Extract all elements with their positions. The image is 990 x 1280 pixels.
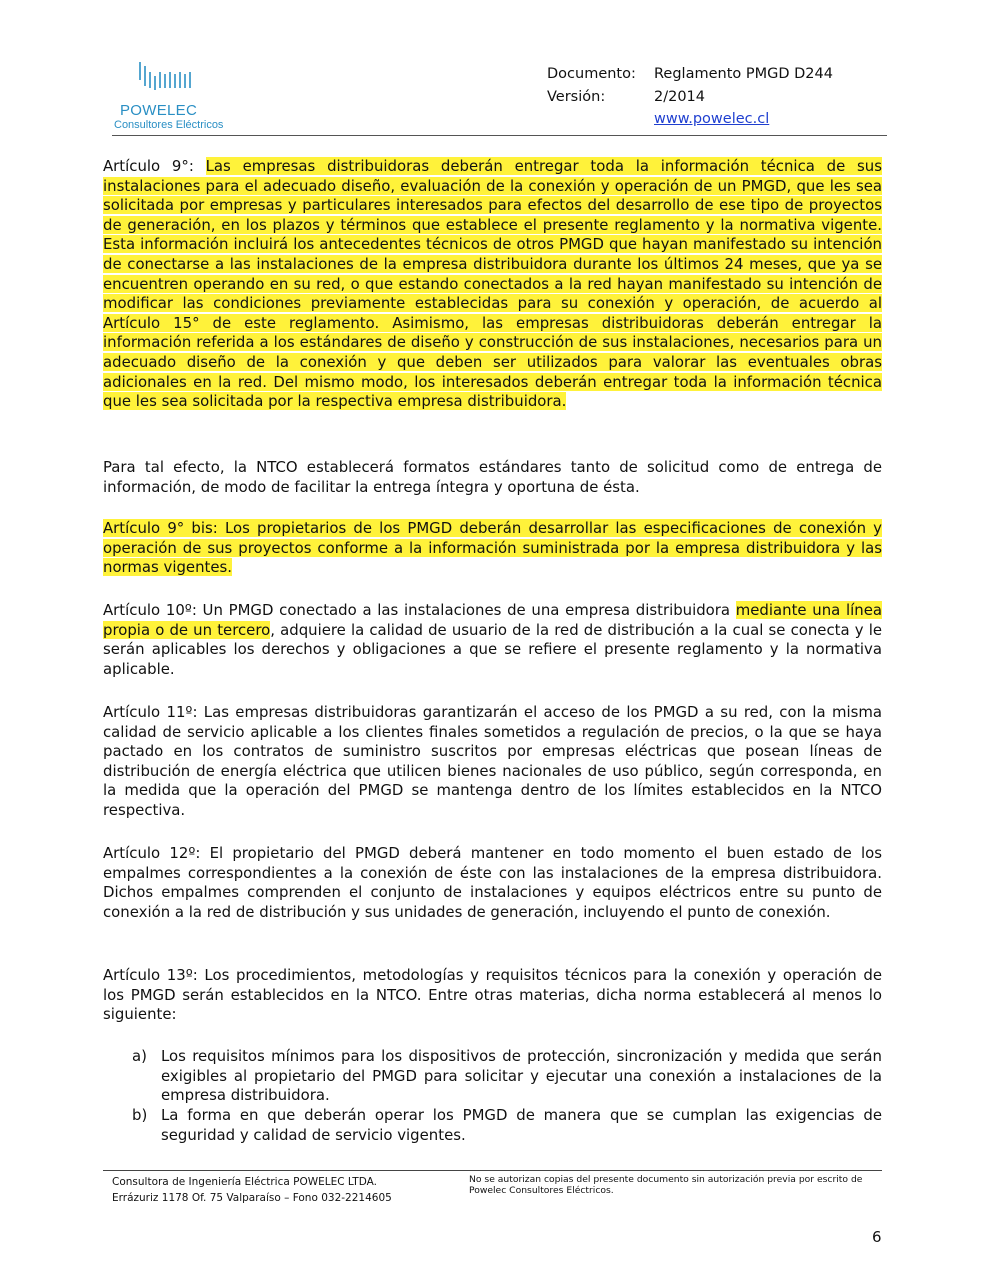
- list-item: [103, 1106, 882, 1146]
- article-10-highlight: mediante una línea propia o de un tercero: [103, 601, 882, 639]
- article-12: Artículo 12º: El propietario del PMGD deberá mantener en todo momento el buen estado de los empalmes correspondientes a la conexión de éste con las instalaciones de la empresa distribuidora. Dichos empalmes comprenden el conjunto de instalaciones y equipos eléctricos entre su punto de conexión a la red de distribución y sus unidades de generación, incluyendo el punto de conexión.: [103, 844, 882, 921]
- footer-divider: [103, 1170, 882, 1171]
- list-item: [103, 1047, 882, 1107]
- header-divider: [112, 135, 887, 136]
- document-label: Documento:: [547, 66, 636, 82]
- article-10: [103, 601, 882, 679]
- website-link[interactable]: www.powelec.cl: [654, 111, 770, 127]
- article-9-bis: [103, 519, 882, 578]
- footer-company: Consultora de Ingeniería Eléctrica POWELEC LTDA.: [112, 1176, 377, 1188]
- paragraph-ntco: Para tal efecto, la NTCO establecerá formatos estándares tanto de solicitud como de entrega de información, de modo de facilitar la entrega íntegra y oportuna de ésta.: [103, 458, 882, 496]
- company-logo: [112, 58, 242, 134]
- version-label: Versión:: [547, 89, 606, 105]
- footer-address: Errázuriz 1178 Of. 75 Valparaíso – Fono 032-2214605: [112, 1192, 392, 1204]
- article-9-bis-highlight: Artículo 9° bis: Los propietarios de los PMGD deberán desarrollar las especificaciones de conexión y operación de sus proyectos conforme a la información suministrada por la empresa distribuidora y las normas vigentes.: [103, 519, 882, 577]
- article-9-highlight: Las empresas distribuidoras deberán entregar toda la información técnica de sus instalaciones para el adecuado diseño, evaluación de la conexión y operación de un PMGD, que les sea solicitada por empresas y particulares interesados para efectos del desarrollo de ese tipo de proyectos de generación, en los plazos y términos que establece el presente reglamento y la normativa vigente. Esta información incluirá los antecedentes técnicos de otros PMGD que hayan manifestado su intención de conectarse a las instalaciones de la empresa distribuidora durante los últimos 24 meses, que ya se encuentren operando en su red, o que estando conectados a la red hayan manifestado su intención de modificar las condiciones previamente establecidas para su conexión y operación, de acuerdo al Artículo 15° de este reglamento. Asimismo, las empresas distribuidoras deberán entregar la información referida a los estándares de diseño y construcción de sus instalaciones, necesarios para un adecuado diseño de la conexión y que deben ser utilizados para valorar las eventuales obras adicionales en la red. Del mismo modo, los interesados deberán entregar toda la información técnica que les sea solicitada por la respectiva empresa distribuidora.: [103, 157, 882, 411]
- logo-name: POWELEC: [120, 102, 198, 119]
- list-marker: b): [132, 1106, 148, 1124]
- article-10-part-b: , adquiere la calidad de usuario de la red de distribución a la cual se conecta y le serán aplicables los derechos y obligaciones a que se refiere el presente reglamento y la normativa aplicable.: [103, 620, 882, 678]
- logo-tagline: Consultores Eléctricos: [114, 119, 224, 131]
- page-number: 6: [872, 1228, 882, 1246]
- footer-notice: No se autorizan copias del presente documento sin autorización previa por escrito de Powelec Consultores Eléctricos.: [469, 1174, 863, 1196]
- list-marker: a): [132, 1047, 147, 1065]
- version-value: 2/2014: [654, 89, 706, 105]
- list-text: Los requisitos mínimos para los dispositivos de protección, sincronización y medida que serán exigibles al propietario del PMGD para solicitar y ejecutar una conexión a instalaciones de la empresa distribuidora.: [161, 1047, 882, 1105]
- article-11: Artículo 11º: Las empresas distribuidoras garantizarán el acceso de los PMGD a su red, con la misma calidad de servicio aplicable a los clientes finales sometidos a regulación de precios, o la que se haya pactado en los contratos de suministro suscritos por empresas eléctricas que posean líneas de distribución de energía eléctrica que utilicen bienes nacionales de uso público, según corresponda, en la medida que la operación del PMGD se mantenga dentro de los límites establecidos en la NTCO respectiva.: [103, 703, 882, 819]
- article-10-part-a: Artículo 10º: Un PMGD conectado a las instalaciones de una empresa distribuidora: [103, 601, 736, 619]
- list-text: La forma en que deberán operar los PMGD de manera que se cumplan las exigencias de seguridad y calidad de servicio vigentes.: [161, 1106, 882, 1144]
- article-9-lead: Artículo 9°:: [103, 157, 206, 175]
- document-value: Reglamento PMGD D244: [654, 66, 833, 82]
- logo-bars-icon: [138, 58, 198, 94]
- article-13: Artículo 13º: Los procedimientos, metodologías y requisitos técnicos para la conexión y operación de los PMGD serán establecidos en la NTCO. Entre otras materias, dicha norma establecerá al menos lo siguiente:: [103, 966, 882, 1024]
- article-9: [103, 157, 882, 412]
